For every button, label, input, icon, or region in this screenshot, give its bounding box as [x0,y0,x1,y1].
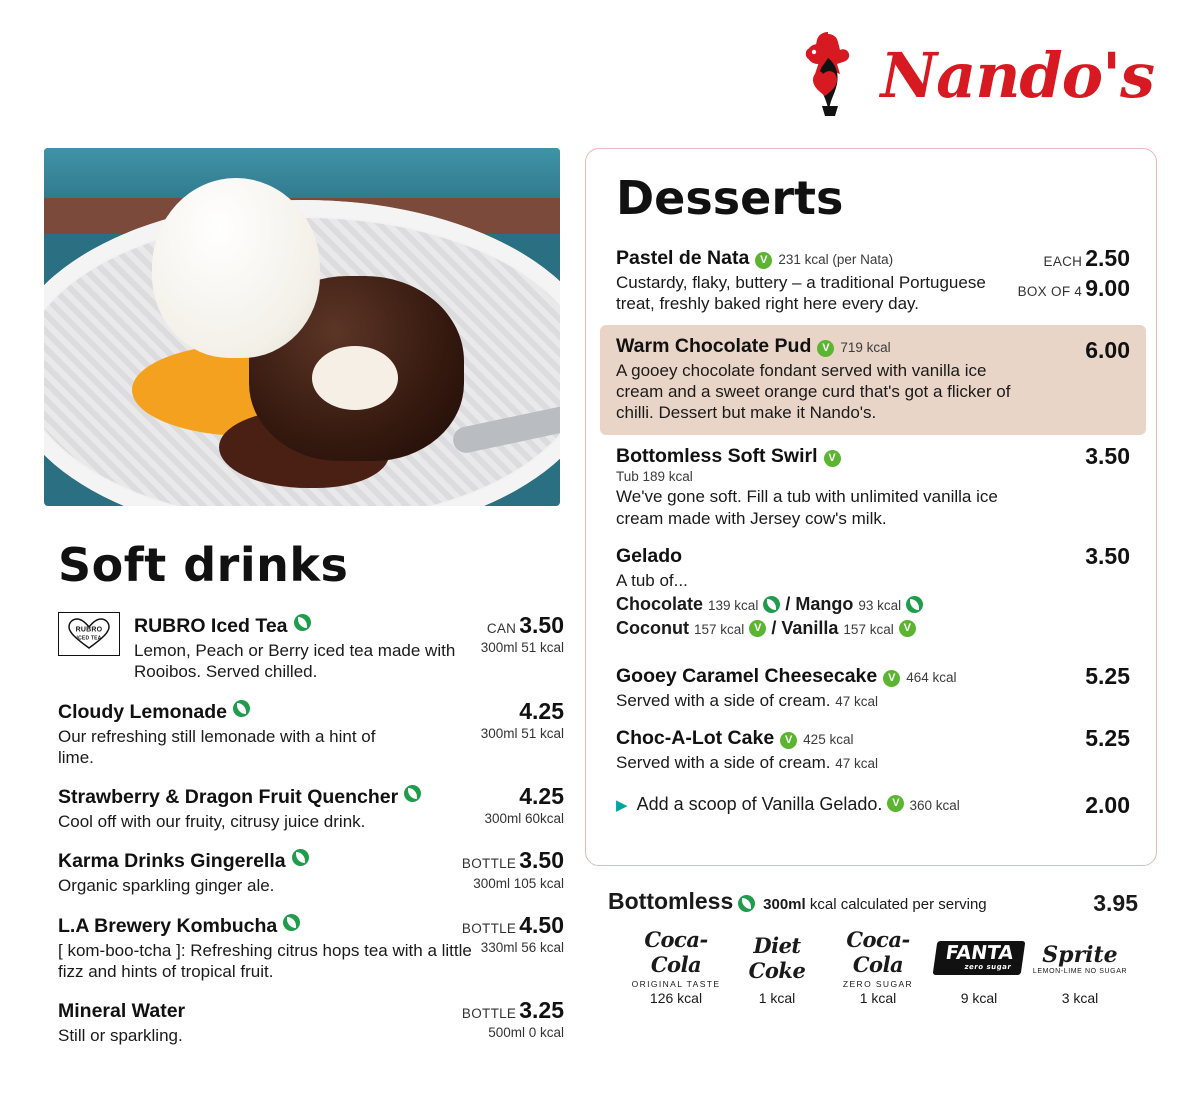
item-description: A tub of... [616,570,688,590]
price: 3.50 [1085,542,1130,569]
coca-cola-logo: Coca-Cola [644,927,708,977]
item-name: Strawberry & Dragon Fruit Quencher [58,786,399,808]
flavour-kcal: 139 kcal [708,598,759,613]
list-item[interactable] [58,991,564,1055]
cockerel-icon [794,30,866,122]
price-block [484,783,564,827]
addon-kcal: 360 kcal [909,797,960,813]
coca-cola-zero-logo: Coca-Cola [846,927,910,977]
brand-wordmark: Nando's [880,39,1154,112]
price-secondary: 9.00 [1085,275,1130,302]
flavour-kcal: 157 kcal [694,622,745,637]
item-kcal: 425 kcal [803,732,854,748]
brand-kcal: 9 kcal [960,990,998,1006]
vegan-badge-icon [404,785,421,802]
price-label: CAN [486,621,517,636]
price-block [1085,663,1130,689]
list-item[interactable] [616,239,1130,323]
drink-brand-logos [608,927,1138,1006]
price: 3.50 [1085,443,1130,470]
price-block [481,698,564,742]
serving-info: 300ml 51 kcal [480,640,564,656]
price: 2.00 [1085,791,1130,818]
hero-photo [44,148,560,506]
list-item[interactable] [616,657,1130,719]
vegan-badge-icon [906,596,923,613]
brand-sprite [1030,936,1130,1006]
veggie-badge-icon: V [780,732,797,749]
side-kcal: 47 kcal [835,756,878,772]
price: 4.25 [519,783,564,809]
veggie-badge-icon: V [755,252,772,269]
vegan-badge-icon [283,914,300,931]
veggie-badge-icon: V [899,620,916,637]
item-name: Choc-A-Lot Cake [616,727,775,750]
serving-info: 300ml 51 kcal [480,725,564,741]
price-block [462,847,564,891]
bottomless-volume: 300ml [763,896,806,913]
price: 3.50 [519,612,564,638]
price: 4.50 [519,911,564,938]
veggie-badge-icon: V [887,795,904,812]
price-block [481,612,564,656]
list-item[interactable] [58,841,564,905]
flavour-kcal: 157 kcal [843,622,894,637]
price-block [1085,543,1130,569]
vegan-badge-icon [738,895,755,912]
list-item[interactable] [58,777,564,841]
price: 3.50 [519,847,564,874]
item-name: Cloudy Lemonade [58,700,228,723]
bottomless-section [608,888,1138,1006]
item-description: [ kom-boo-tcha ]: Refreshing citrus hops tea with a little fizz and hints of tropical fruit. [58,940,472,981]
fanta-logo [933,941,1025,975]
soft-drinks-title: Soft drinks [58,538,349,592]
vegan-badge-icon [763,596,780,613]
item-kcal: 464 kcal [906,670,957,685]
brand-fanta-zero [929,936,1029,1006]
brand-kcal: 1 kcal [859,990,897,1006]
price: 6.00 [1085,336,1130,363]
diet-coke-logo: Diet Coke [748,933,806,983]
item-name: Mineral Water [58,1000,186,1022]
price-block [462,912,564,956]
price: 2.50 [1085,245,1130,271]
vegan-badge-icon [233,700,250,717]
price-label: BOTTLE [461,856,517,872]
left-column [44,148,564,1055]
brand-subtitle: LEMON-LIME NO SUGAR [1032,967,1128,975]
item-name: Gooey Caramel Cheesecake [616,665,878,687]
item-description: Still or sparkling. [58,1026,183,1045]
item-description: Organic sparkling ginger ale. [58,876,275,896]
triangle-right-icon: ▶ [616,796,628,814]
price-block [462,997,564,1041]
gelado-flavours-row-1: Chocolate 139 kcal / Mango 93 kcal [616,594,1130,615]
price-label: BOTTLE [461,1006,517,1021]
serving-info: 330ml 56 kcal [480,939,564,955]
desserts-list [616,239,1130,819]
item-description: Our refreshing still lemonade with a hint of lime. [58,726,376,767]
list-item[interactable] [616,537,1130,647]
desserts-card [585,148,1157,866]
item-name: Karma Drinks Gingerella [58,850,286,873]
item-description-text: Served with a side of cream. [616,753,831,773]
gelado-flavours-row-2: Coconut 157 kcal V / Vanilla 157 kcal V [616,618,1130,639]
sprite-logo: Sprite [1042,941,1118,968]
item-description: We've gone soft. Fill a tub with unlimited vanilla ice cream made with Jersey cow's milk. [616,487,998,528]
list-item-highlighted[interactable] [600,325,1146,436]
veggie-badge-icon: V [824,450,841,467]
vegan-badge-icon [292,849,309,866]
list-item[interactable] [616,719,1130,781]
flavour-kcal: 93 kcal [858,598,902,613]
serving-info: 300ml 105 kcal [473,875,564,891]
item-kcal: 719 kcal [840,339,891,355]
brand-kcal: 3 kcal [1061,990,1099,1006]
price-block [1085,337,1130,363]
brand-subtitle: zero sugar [964,963,1013,971]
item-name: Warm Chocolate Pud [616,334,812,357]
veggie-badge-icon: V [883,670,900,687]
brand-diet-coke [727,933,827,1006]
price: 3.25 [519,997,564,1023]
serving-info: 500ml 0 kcal [488,1025,564,1041]
item-name: Gelado [616,544,683,567]
rubro-logo-icon: RUBRO ICED TEA [58,612,120,656]
serving-info: 300ml 60kcal [484,811,564,827]
item-name: RUBRO Iced Tea [134,615,288,637]
soft-drinks-list [58,606,564,1055]
addon-row[interactable] [616,782,1130,819]
item-description: A gooey chocolate fondant served with vanilla ice cream and a sweet orange curd that's got a flicker of chilli. Dessert but make it Nando's. [616,360,1011,422]
item-name: L.A Brewery Kombucha [58,914,278,937]
vegan-badge-icon [294,614,311,631]
desserts-title: Desserts [616,171,844,225]
price-label: EACH [1043,254,1083,269]
flavour-name: Chocolate [616,594,704,614]
price-label-secondary: BOX OF 4 [1017,284,1083,300]
price: 4.25 [519,697,564,724]
list-item[interactable] [616,437,1130,537]
list-item[interactable] [58,906,564,992]
fanta-wordmark: FANTA [944,942,1016,964]
item-description-text: Served with a side of cream. [616,691,831,710]
item-description: Cool off with our fruity, citrusy juice drink. [58,812,366,831]
item-description [616,752,1016,773]
item-description: Custardy, flaky, buttery – a traditional Portuguese treat, freshly baked right here every day. [616,273,986,314]
brand-coca-cola-original [626,927,726,1006]
flavour-name: Coconut [616,618,689,638]
price: 3.95 [1093,890,1138,916]
item-name: Bottomless Soft Swirl [616,445,818,468]
list-item[interactable] [58,606,564,692]
price: 5.25 [1085,725,1130,752]
veggie-badge-icon: V [817,340,834,357]
price-label: BOTTLE [461,920,517,936]
brand-coca-cola-zero [828,927,928,1006]
bottomless-note: kcal calculated per serving [809,896,987,913]
item-description [616,690,1016,711]
flavour-name: Mango [795,594,854,614]
veggie-badge-icon: V [749,620,766,637]
brand-kcal: 126 kcal [649,990,703,1006]
price: 5.25 [1085,663,1130,689]
item-kcal: 231 kcal (per Nata) [778,252,894,267]
bottomless-title: Bottomless [608,888,734,914]
brand-logo [794,30,1154,122]
brand-subtitle: ORIGINAL TASTE [631,979,721,989]
addon-label: Add a scoop of Vanilla Gelado. [636,793,883,814]
price-block [1085,725,1130,751]
brand-subtitle: ZERO SUGAR [842,979,914,989]
list-item[interactable] [58,692,564,778]
flavour-name: Vanilla [781,618,839,638]
item-name: Pastel de Nata [616,247,750,269]
price-block [1085,792,1130,818]
price-block [1018,245,1130,302]
side-kcal: 47 kcal [835,694,878,709]
brand-kcal: 1 kcal [758,990,796,1006]
item-description: Lemon, Peach or Berry iced tea made with Rooibos. Served chilled. [134,641,456,682]
price-block [1085,443,1130,469]
item-kcal: Tub 189 kcal [616,469,693,485]
